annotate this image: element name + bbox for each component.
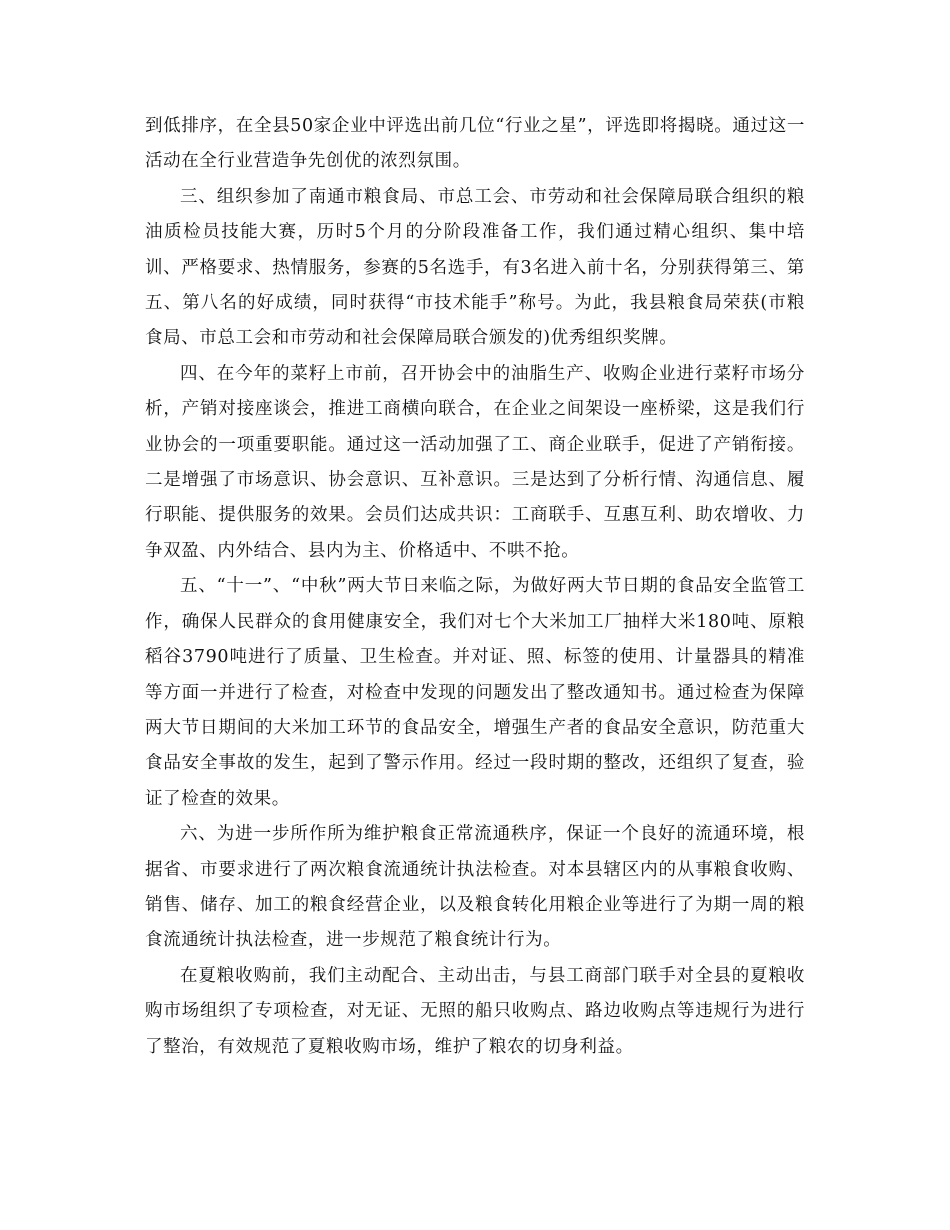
paragraph-section-three: 三、组织参加了南通市粮食局、市总工会、市劳动和社会保障局联合组织的粮油质检员技能大赛，历时5个月的分阶段准备工作，我们通过精心组织、集中培训、严格要求、热情服务，参赛的5名选手，有3名进入前十名，分别获得第三、第五、第八名的好成绩，同时获得“市技术能手”称号。为此，我县粮食局荣获(市粮食局、市总工会和市劳动和社会保障局联合颁发的)优秀组织奖牌。 — [145, 186, 805, 349]
document-body — [145, 109, 805, 1065]
paragraph-section-four: 四、在今年的菜籽上市前，召开协会中的油脂生产、收购企业进行菜籽市场分析，产销对接座谈会，推进工商横向联合，在企业之间架设一座桥梁，这是我们行业协会的一项重要职能。通过这一活动加强了工、商企业联手，促进了产销衔接。二是增强了市场意识、协会意识、互补意识。三是达到了分析行情、沟通信息、履行职能、提供服务的效果。会员们达成共识：工商联手、互惠互利、助农增收、力争双盈、内外结合、县内为主、价格适中、不哄不抢。 — [145, 363, 805, 561]
paragraph-section-five: 五、“十一”、“中秋”两大节日来临之际，为做好两大节日期的食品安全监管工作，确保人民群众的食用健康安全，我们对七个大米加工厂抽样大米180吨、原粮稻谷3790吨进行了质量、卫生检查。并对证、照、标签的使用、计量器具的精准等方面一并进行了检查，对检查中发现的问题发出了整改通知书。通过检查为保障两大节日期间的大米加工环节的食品安全，增强生产者的食品安全意识，防范重大食品安全事故的发生，起到了警示作用。经过一段时期的整改，还组织了复查，验证了检查的效果。 — [145, 576, 805, 809]
paragraph-section-six: 六、为进一步所作所为维护粮食正常流通秩序，保证一个良好的流通环境，根据省、市要求进行了两次粮食流通统计执法检查。对本县辖区内的从事粮食收购、销售、储存、加工的粮食经营企业，以及粮食转化用粮企业等进行了为期一周的粮食流通统计执法检查，进一步规范了粮食统计行为。 — [145, 824, 805, 951]
paragraph-continuation: 到低排序，在全县50家企业中评选出前几位“行业之星”，评选即将揭晓。通过这一活动在全行业营造争先创优的浓烈氛围。 — [145, 116, 805, 172]
paragraph-summer-grain: 在夏粮收购前，我们主动配合、主动出击，与县工商部门联手对全县的夏粮收购市场组织了专项检查，对无证、无照的船只收购点、路边收购点等违规行为进行了整治，有效规范了夏粮收购市场，维护了粮农的切身利益。 — [145, 965, 805, 1057]
